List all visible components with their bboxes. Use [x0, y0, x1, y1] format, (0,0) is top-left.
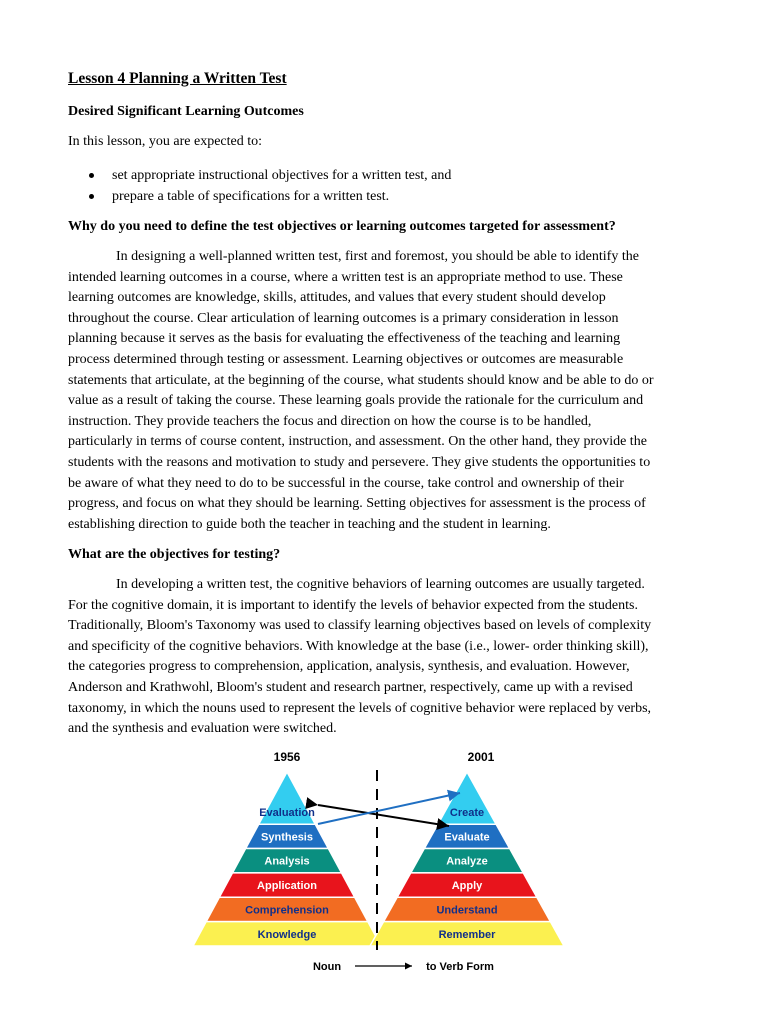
paragraph-line: value as a result of taking the course. These learning goals provide the rationale for the curriculum and [68, 393, 644, 409]
paragraph-line: instruction. They provide teachers the focus and direction on how the course is to be handled, [68, 413, 592, 429]
paragraph-line: be aware of what they need to do to be successful in the course, take control and ownership of their [68, 475, 624, 491]
bloom-taxonomy-figure [190, 744, 580, 976]
paragraph-line: In developing a written test, the cognitive behaviors of learning outcomes are usually targeted. [116, 577, 645, 592]
section2-question: What are the objectives for testing? [68, 547, 281, 562]
right-pyramid-level-label: Evaluate [444, 831, 490, 844]
evaluation-to-evaluate-arrow [318, 805, 449, 826]
section1-paragraph [68, 247, 700, 535]
section1-question: Why do you need to define the test objectives or learning outcomes targeted for assessment? [68, 219, 616, 234]
paragraph-line: Anderson and Krathwohl, Bloom's student and research partner, respectively, came up with a revised [68, 679, 633, 695]
paragraph-line: throughout the course. Clear articulation of learning outcomes is a primary consideration in lesson [68, 310, 619, 326]
left-pyramid-level-label: Comprehension [245, 904, 329, 917]
right-pyramid-level-label: Understand [436, 904, 498, 917]
paragraph-line: intended learning outcomes in a course, where a written test is an appropriate method to use. These [68, 269, 623, 285]
list-item: set appropriate instructional objectives for a written test, and [68, 165, 451, 186]
paragraph-line: and specificity of the cognitive behaviors. With knowledge at the base (i.e., lower- order thinking skill), [68, 638, 649, 654]
right-pyramid-level-label: Remember [438, 928, 496, 941]
left-pyramid-level-label: Analysis [264, 855, 310, 868]
left-pyramid-1956 [193, 772, 381, 946]
right-pyramid-level-label: Analyze [446, 855, 488, 868]
left-year-label: 1956 [273, 750, 301, 764]
right-year-label: 2001 [467, 750, 495, 764]
paragraph-line: process determined through testing or assessment. Learning objectives or outcomes are measurable [68, 351, 624, 367]
right-pyramid-level-label: Create [449, 807, 485, 820]
lesson-title: Lesson 4 Planning a Written Test [68, 70, 287, 87]
paragraph-line: For the cognitive domain, it is important to identify the levels of behavior expected from the students. [68, 597, 638, 613]
left-pyramid-level-label: Evaluation [259, 807, 315, 820]
objectives-list [68, 165, 451, 207]
legend-noun-label: Noun [312, 961, 342, 973]
paragraph-line: the categories progress to comprehension, application, analysis, synthesis, and evaluation. However, [68, 659, 630, 675]
paragraph-line: In designing a well-planned written test, first and foremost, you should be able to identify the [116, 249, 639, 264]
paragraph-line: establishing direction to guide both the teacher in teaching and the student in learning. [68, 516, 551, 532]
right-pyramid-level-label: Apply [451, 880, 483, 893]
paragraph-line: learning outcomes are knowledge, skills, attitudes, and values that every student should develop [68, 290, 606, 306]
left-pyramid-level-label: Synthesis [261, 831, 313, 844]
list-item: prepare a table of specifications for a written test. [68, 186, 451, 207]
paragraph-line: and the synthesis and evaluation were switched. [68, 721, 337, 737]
outcomes-heading: Desired Significant Learning Outcomes [68, 104, 304, 119]
intro-text: In this lesson, you are expected to: [68, 134, 263, 149]
section2-paragraph [68, 575, 700, 740]
paragraph-line: taxonomy, in which the nouns used to represent the levels of cognitive behavior were replaced by verbs, [68, 700, 652, 716]
left-pyramid-level-label: Application [257, 880, 317, 893]
paragraph-line: statements that articulate, at the beginning of the course, what students should know and be able to do or [68, 372, 654, 388]
paragraph-line: planning because it serves as the basis for evaluating the effectiveness of the teaching and learning [68, 331, 621, 347]
left-pyramid-level-label: Knowledge [257, 928, 317, 941]
paragraph-line: progress, and focus on what they should be learning. Setting objectives for assessment is the process of [68, 496, 646, 512]
paragraph-line: particularly in terms of course content, instruction, and assessment. On the other hand, they provide the [68, 434, 647, 450]
paragraph-line: Traditionally, Bloom's Taxonomy was used to classify learning objectives based on levels of complexity [68, 618, 652, 634]
right-pyramid-2001 [370, 772, 564, 946]
legend-verb-label: to Verb Form [426, 961, 494, 973]
paragraph-line: students with the reasons and motivation to study and persevere. They give students the opportunities to [68, 454, 651, 470]
